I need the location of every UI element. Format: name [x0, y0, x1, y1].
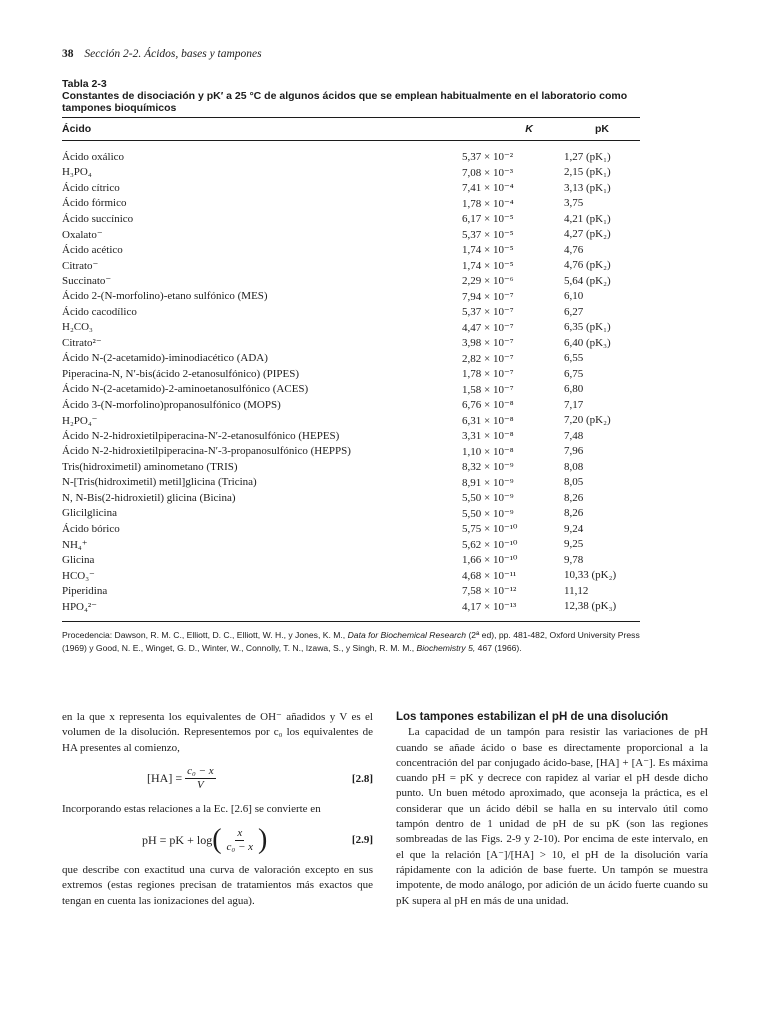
table-row	[62, 227, 640, 243]
source-end: 467 (1966).	[475, 643, 522, 653]
table-row	[62, 599, 640, 615]
pk-value: 6,40 (pK₃)	[564, 336, 611, 349]
acid-name: Ácido N-(2-acetamido)-iminodiacético (ADA)	[62, 352, 268, 365]
pk-value: 3,75	[564, 197, 584, 210]
table-row	[62, 459, 640, 475]
right-paren: )	[258, 824, 268, 856]
equation-2-9	[62, 819, 373, 861]
header-acid: Ácido	[62, 123, 92, 135]
table-row	[62, 273, 640, 289]
eq1-lhs: [HA] =	[147, 771, 183, 786]
pk-value: 9,78	[564, 553, 584, 566]
pk-value: 10,33 (pK₂)	[564, 569, 617, 582]
k-value: 8,91 × 10⁻⁹	[462, 476, 514, 489]
pk-value: 4,76	[564, 243, 584, 256]
k-value: 1,74 × 10⁻⁵	[462, 259, 514, 272]
k-value: 3,31 × 10⁻⁸	[462, 430, 514, 443]
pk-value: 7,20 (pK₂)	[564, 414, 611, 427]
acid-name: Ácido bórico	[62, 522, 120, 535]
table-row	[62, 242, 640, 258]
table-row	[62, 552, 640, 568]
pk-value: 4,76 (pK₂)	[564, 259, 611, 272]
table-row	[62, 397, 640, 413]
k-value: 1,78 × 10⁻⁷	[462, 368, 514, 381]
k-value: 4,68 × 10⁻¹¹	[462, 569, 517, 582]
pk-value: 6,10	[564, 290, 584, 303]
k-value: 7,94 × 10⁻⁷	[462, 290, 514, 303]
k-value: 5,75 × 10⁻¹⁰	[462, 523, 518, 536]
page-number: 38	[62, 48, 74, 60]
acid-name: Ácido N-2-hidroxietilpiperacina-N′-2-etanosulfónico (HEPES)	[62, 429, 340, 442]
table-header	[62, 118, 640, 140]
acid-name: Piperacina-N, N′-bis(ácido 2-etanosulfónico) (PIPES)	[62, 367, 300, 380]
table-row	[62, 475, 640, 491]
table-row	[62, 366, 640, 382]
k-value: 5,37 × 10⁻²	[462, 151, 514, 164]
k-value: 2,29 × 10⁻⁶	[462, 275, 514, 288]
pk-value: 2,15 (pK₁)	[564, 166, 611, 179]
table-row	[62, 490, 640, 506]
pk-value: 7,17	[564, 398, 584, 411]
table-row	[62, 335, 640, 351]
left-paragraph-3: que describe con exactitud una curva de valoración excepto en sus extremos (estas regiones precisan de tratamientos más exactos que tengan en cuenta las ionizaciones del agua).	[62, 864, 373, 907]
right-column	[396, 710, 708, 909]
header-k: K	[525, 123, 533, 135]
acid-name: Succinato⁻	[62, 275, 112, 288]
acid-name: Citrato²⁻	[62, 337, 102, 350]
acid-name: Oxalato⁻	[62, 228, 103, 241]
section-heading: Los tampones estabilizan el pH de una disolución	[396, 711, 669, 723]
pk-value: 6,27	[564, 305, 584, 318]
k-value: 7,41 × 10⁻⁴	[462, 182, 514, 195]
eq1-denominator: V	[196, 779, 204, 792]
acid-name: Ácido N-(2-acetamido)-2-aminoetanosulfónico (ACES)	[62, 383, 309, 396]
table-source-note	[62, 629, 640, 655]
acid-name: Ácido cítrico	[62, 181, 120, 194]
left-column	[62, 710, 373, 909]
table-row	[62, 521, 640, 537]
table-bottom-rule	[62, 621, 640, 622]
k-value: 5,37 × 10⁻⁷	[462, 306, 514, 319]
k-value: 4,47 × 10⁻⁷	[462, 321, 514, 334]
pk-value: 5,64 (pK₂)	[564, 274, 611, 287]
pk-value: 8,26	[564, 491, 584, 504]
pk-value: 8,08	[564, 460, 584, 473]
table-row	[62, 583, 640, 599]
acid-name: N, N-Bis(2-hidroxietil) glicina (Bicina)	[62, 491, 236, 504]
pk-value: 4,27 (pK₂)	[564, 228, 611, 241]
k-value: 1,74 × 10⁻⁵	[462, 244, 514, 257]
pk-value: 6,75	[564, 367, 584, 380]
pk-value: 8,26	[564, 507, 584, 520]
source-journal: Biochemistry 5,	[416, 643, 476, 653]
eq2-number: [2.9]	[351, 834, 373, 847]
acid-name: Ácido cacodílico	[62, 305, 137, 318]
acid-name: Ácido N-2-hidroxietilpiperacina-N′-3-propanosulfónico (HEPPS)	[62, 445, 351, 458]
eq1-fraction	[185, 765, 216, 792]
table-row	[62, 428, 640, 444]
table-row	[62, 180, 640, 196]
acid-name: Citrato⁻	[62, 259, 99, 272]
table-row	[62, 149, 640, 165]
source-prefix: Procedencia: Dawson, R. M. C., Elliott, D. C., Elliott, W. H., y Jones, K. M.,	[62, 630, 348, 640]
table-row	[62, 304, 640, 320]
pk-value: 6,80	[564, 383, 584, 396]
eq1-numerator: c₀ − x	[187, 765, 214, 778]
eq1-number: [2.8]	[351, 772, 373, 785]
table-row	[62, 196, 640, 212]
equation-2-8	[62, 758, 373, 800]
table-caption: Constantes de disociación y pK′ a 25 °C de algunos ácidos que se emplean habitualmente en el laboratorio como tampones bioquímicos	[62, 90, 628, 114]
left-paren: (	[212, 824, 222, 856]
k-value: 6,17 × 10⁻⁵	[462, 213, 514, 226]
acid-name: Ácido fórmico	[62, 197, 127, 210]
k-value: 7,58 × 10⁻¹²	[462, 585, 517, 598]
pk-value: 4,21 (pK₁)	[564, 212, 611, 225]
pk-value: 6,55	[564, 352, 584, 365]
acid-name: N-[Tris(hidroximetil) metil]glicina (Tricina)	[62, 476, 257, 489]
acid-name: H₂CO₃	[62, 321, 93, 334]
dissociation-table	[62, 78, 640, 655]
source-book-title: Data for Biochemical Research	[347, 630, 467, 640]
table-row	[62, 289, 640, 305]
pk-value: 7,48	[564, 429, 584, 442]
pk-value: 7,96	[564, 445, 584, 458]
acid-name: Glicina	[62, 553, 95, 566]
section-title: Sección 2-2. Ácidos, bases y tampones	[84, 48, 262, 60]
acid-name: Ácido 3-(N-morfolino)propanosulfónico (MOPS)	[62, 398, 281, 411]
k-value: 4,17 × 10⁻¹³	[462, 600, 517, 613]
pk-value: 11,12	[564, 584, 589, 597]
acid-name: Ácido succínico	[62, 212, 134, 225]
acid-name: NH₄⁺	[62, 538, 88, 551]
k-value: 1,78 × 10⁻⁴	[462, 197, 514, 210]
left-paragraph-1: en la que x representa los equivalentes de OH⁻ añadidos y V es el volumen de la disolución. Representemos por c₀ los equivalentes de HA presentes al comienzo,	[62, 711, 373, 754]
header-pk: pK	[595, 123, 609, 135]
k-value: 8,32 × 10⁻⁹	[462, 461, 514, 474]
acid-name: Ácido 2-(N-morfolino)-etano sulfónico (MES)	[62, 290, 268, 303]
k-value: 6,31 × 10⁻⁸	[462, 414, 514, 427]
pk-value: 8,05	[564, 476, 584, 489]
table-row	[62, 258, 640, 274]
table-row	[62, 413, 640, 429]
table-row	[62, 506, 640, 522]
table-row	[62, 568, 640, 584]
acid-name: H₃PO₄	[62, 166, 92, 179]
table-row	[62, 537, 640, 553]
k-value: 7,08 × 10⁻³	[462, 166, 514, 179]
pk-value: 12,38 (pK₃)	[564, 600, 617, 613]
table-row	[62, 165, 640, 181]
k-value: 2,82 × 10⁻⁷	[462, 352, 514, 365]
pk-value: 9,24	[564, 522, 584, 535]
acid-name: Ácido oxálico	[62, 150, 125, 163]
pk-value: 1,27 (pK₁)	[564, 150, 611, 163]
k-value: 1,58 × 10⁻⁷	[462, 383, 514, 396]
eq2-denominator: c₀ − x	[226, 840, 254, 853]
acid-name: Piperidina	[62, 584, 108, 597]
source-rest: (2ª ed), pp. 481-482, Oxford University Press (1969) y Good, N. E., Winget, G. D., Winter, W., Connolly, T. N., Izawa, S., y Singh, R. M. M.,	[62, 630, 640, 653]
eq2-fraction	[225, 827, 256, 854]
right-paragraph: La capacidad de un tampón para resistir las variaciones de pH cuando se añade ácido o base es directamente proporcional a la concentración del par conjugado ácido-base, [HA] + [A⁻]. Es máxima cuando pH = pK y decrece con rapidez al variar el pH desde dicho punto. Un buen método aproximado, que aconseja la práctica, es el considerar que un ácido débil se halla en su intervalo útil como tampón dentro de 1 unidad de pH de su pK (son las regiones sombreadas de las Figs. 2-9 y 2-10). Por encima de este intervalo, en el que la relación [A⁻]/[HA] > 10, el pH de la disolución varía rápidamente con la adición de base fuerte. Un tampón se muestra impotente, de modo análogo, por adición de un ácido fuerte cuando su pK supera al pH en más de una unidad.	[396, 726, 708, 907]
table-row	[62, 351, 640, 367]
k-value: 1,66 × 10⁻¹⁰	[462, 554, 518, 567]
k-value: 3,98 × 10⁻⁷	[462, 337, 514, 350]
pk-value: 9,25	[564, 538, 584, 551]
pk-value: 6,35 (pK₁)	[564, 321, 611, 334]
acid-name: Glicilglicina	[62, 507, 117, 520]
pk-value: 3,13 (pK₁)	[564, 181, 611, 194]
k-value: 1,10 × 10⁻⁸	[462, 445, 514, 458]
k-value: 5,37 × 10⁻⁵	[462, 228, 514, 241]
table-row	[62, 444, 640, 460]
k-value: 5,62 × 10⁻¹⁰	[462, 538, 518, 551]
eq2-lhs: pH = pK + log	[142, 832, 213, 847]
acid-name: HPO₄²⁻	[62, 600, 97, 613]
acid-name: Ácido acético	[62, 243, 123, 256]
acid-name: Tris(hidroximetil) aminometano (TRIS)	[62, 460, 238, 473]
k-value: 5,50 × 10⁻⁹	[462, 507, 514, 520]
table-row	[62, 382, 640, 398]
k-value: 5,50 × 10⁻⁹	[462, 492, 514, 505]
table-number: Tabla 2-3	[62, 78, 107, 90]
table-body	[62, 141, 640, 621]
left-paragraph-2: Incorporando estas relaciones a la Ec. [2.6] se convierte en	[62, 802, 321, 815]
table-row	[62, 320, 640, 336]
eq2-numerator: x	[237, 826, 243, 839]
table-row	[62, 211, 640, 227]
acid-name: HCO₃⁻	[62, 569, 95, 582]
running-head	[62, 48, 262, 60]
k-value: 6,76 × 10⁻⁸	[462, 399, 514, 412]
acid-name: H₂PO₄⁻	[62, 414, 98, 427]
